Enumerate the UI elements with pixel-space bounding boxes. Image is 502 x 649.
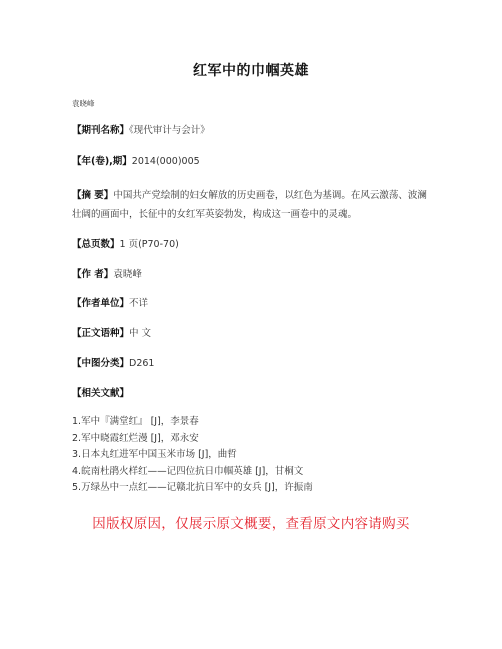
authors-label: 【作 者】 xyxy=(72,269,114,280)
reference-item: 4.皖南杜鹃火样红——记四位抗日巾帼英雄 [J]，甘桐文 xyxy=(72,465,304,477)
journal-field xyxy=(72,124,210,137)
reference-item: 5.万绿丛中一点红——记赣北抗日军中的女兵 [J]，许振南 xyxy=(72,482,313,493)
related-label: 【相关文献】 xyxy=(72,388,130,399)
affiliation-value: 不详 xyxy=(129,298,149,309)
year-issue-field xyxy=(72,155,200,168)
language-field xyxy=(72,327,151,340)
journal-value: 《现代审计与会计》 xyxy=(129,125,210,136)
language-value: 中 文 xyxy=(129,328,152,339)
reference-item: 2.军中晓霞红烂漫 [J]，邓永安 xyxy=(72,432,199,444)
affiliation-field xyxy=(72,297,148,310)
abstract-label: 【摘 要】 xyxy=(72,190,114,201)
year-issue-label: 【年(卷),期】 xyxy=(72,156,132,167)
classification-value: D261 xyxy=(129,358,155,369)
language-label: 【正文语种】 xyxy=(72,328,130,339)
abstract-field xyxy=(72,186,432,224)
affiliation-label: 【作者单位】 xyxy=(72,298,130,309)
year-issue-value: 2014(000)005 xyxy=(131,156,200,167)
classification-label: 【中图分类】 xyxy=(72,358,130,369)
copyright-notice: 因版权原因，仅展示原文概要，查看原文内容请购买 xyxy=(92,516,410,532)
classification-field xyxy=(72,357,154,370)
reference-item: 3.日本丸红进军中国玉米市场 [J]，曲哲 xyxy=(72,449,237,460)
pages-field xyxy=(72,238,179,251)
journal-label: 【期刊名称】 xyxy=(72,125,130,136)
pages-label: 【总页数】 xyxy=(72,239,120,250)
related-literature-heading xyxy=(72,387,129,400)
pages-value: 1 页(P70-70) xyxy=(119,239,179,250)
authors-value: 袁晓峰 xyxy=(113,269,142,280)
abstract-value: 中国共产党绘制的妇女解放的历史画卷，以红色为基调。在风云激荡、波澜壮阔的画面中，长征中的女红军英姿勃发，构成这一画卷中的灵魂。 xyxy=(72,190,427,220)
reference-item: 1.军中『满堂红』 [J]，李景春 xyxy=(72,416,199,427)
reference-list xyxy=(72,414,313,497)
document-title: 红军中的巾帼英雄 xyxy=(193,63,309,79)
document-author: 袁晓峰 xyxy=(72,99,95,108)
authors-field xyxy=(72,268,142,281)
